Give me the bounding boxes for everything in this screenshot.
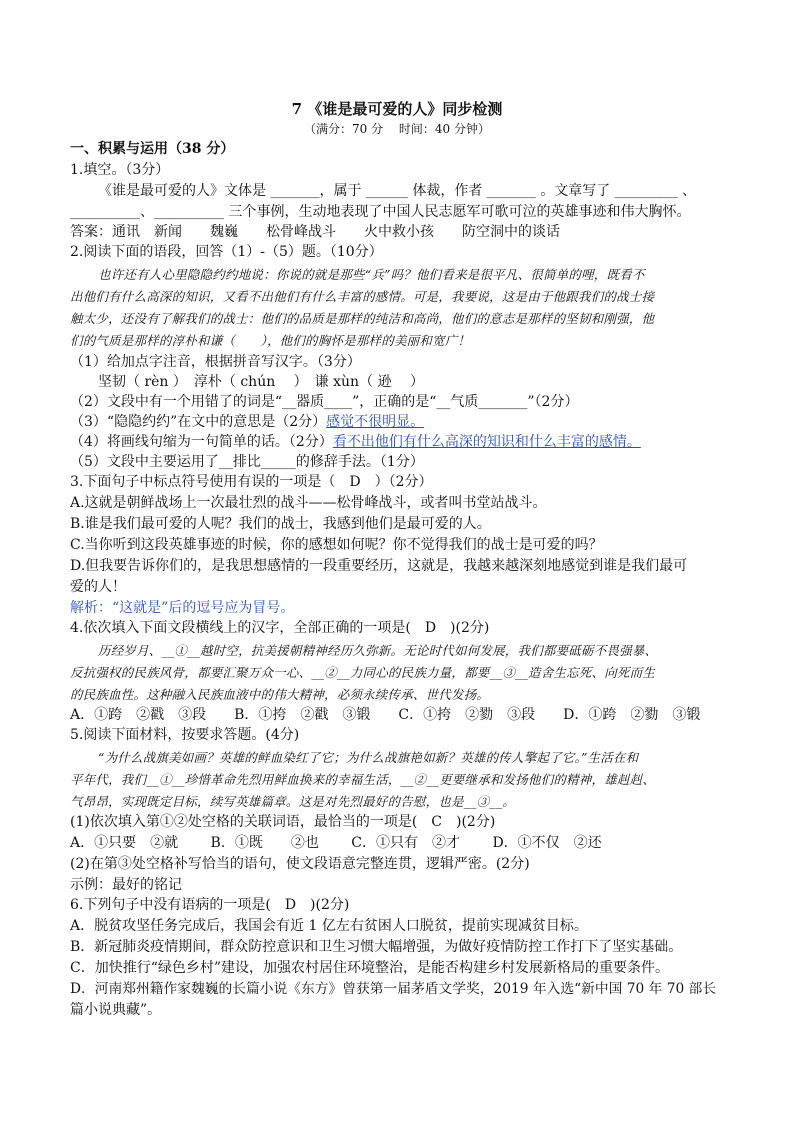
q2-sub4-question: （4）将画线句缩为一句简单的话。（2分） xyxy=(70,434,333,450)
q5-label: 5.阅读下面材料，按要求答题。(4分) xyxy=(70,727,300,743)
page-subtitle: （满分：70 分 时间：40 分钟） xyxy=(304,122,490,136)
q2-sub4-answer: 看不出他们有什么高深的知识和什么丰富的感情。 xyxy=(332,434,641,450)
q6-option-c: C．加快推行“绿色乡村”建设，加强农村居住环境整治，是能否构建乡村发展新格局的重要条件。 xyxy=(70,960,670,976)
q4-label: 4.依次填入下面文段横线上的汉字，全部正确的一项是( D )(2分) xyxy=(70,620,490,636)
q5-example: 示例：最好的铭记 xyxy=(70,877,182,893)
q2-sub1: （1）给加点字注音，根据拼音写汉字。（3分） xyxy=(70,354,361,370)
q6-option-d-cont: 篇小说典藏”。 xyxy=(70,1002,162,1018)
q4-options: A．①跨 ②戳 ③段 B．①挎 ②戳 ③锻 C．①挎 ②勠 ③段 D．①跨 ②勠 ③锻 xyxy=(70,707,701,723)
q2-passage-line: 触太少，还没有了解我们的战士：他们的品质是那样的纯洁和高尚，他们的意志是那样的坚韧和刚强，他 xyxy=(70,311,655,326)
q2-passage-line: 们的气质是那样的淳朴和谦（ ），他们的胸怀是那样的美丽和宽广！ xyxy=(70,333,471,348)
q1-label: 1.填空。（3分） xyxy=(70,162,170,178)
page-title: 7 《谁是最可爱的人》同步检测 xyxy=(291,100,503,118)
q3-analysis: 解析：“这就是”后的逗号应为冒号。 xyxy=(70,600,295,616)
q3-label: 3.下面句子中标点符号使用有误的一项是（ D ）（2分） xyxy=(70,474,433,490)
q3-option-d-cont: 爱的人！ xyxy=(70,579,126,595)
q5-passage-line: 平年代，我们__①__珍惜革命先烈用鲜血换来的幸福生活，__②__更要继承和发扬他们的精神，雄赳赳、 xyxy=(70,772,656,787)
q2-sub3-answer: 感觉不很明显。 xyxy=(326,414,425,430)
q2-label: 2.阅读下面的语段，回答（1）-（5）题。（10分） xyxy=(70,244,383,260)
q2-passage-line: 出他们有什么高深的知识，又看不出他们有什么丰富的感情。可是，我要说，这是由于他跟我们的战士接 xyxy=(70,289,655,304)
q5-sub2: (2)在第③处空格补写恰当的语句，使文段语意完整连贯，逻辑严密。(2分) xyxy=(70,856,530,872)
q6-option-b: B．新冠肺炎疫情期间，群众防控意识和卫生习惯大幅增强，为做好疫情防控工作打下了坚实基础。 xyxy=(70,939,683,955)
q2-sub2: （2）文段中有一个用错了的词是“__器质____”，正确的是“__气质_______”（2分） xyxy=(70,394,579,410)
q3-option-a: A.这就是朝鲜战场上一次最壮烈的战斗——松骨峰战斗，或者叫书堂站战斗。 xyxy=(70,495,547,511)
q3-option-c: C.当你听到这段英雄事迹的时候，你的感想如何呢？你不觉得我们的战士是可爱的吗？ xyxy=(70,537,603,553)
q2-sub5: （5）文段中主要运用了__排比_____的修辞手法。（1分） xyxy=(70,454,424,470)
q2-sub4 xyxy=(70,432,724,452)
q6-option-d: D．河南郑州籍作家魏巍的长篇小说《东方》曾获第一届茅盾文学奖，2019 年入选“新中国 70 年 70 部长 xyxy=(70,981,717,997)
q6-option-a: A．脱贫攻坚任务完成后，我国会有近 1 亿左右贫困人口脱贫，提前实现减贫目标。 xyxy=(70,918,588,934)
q5-passage-line: 气昂昂，实现既定目标，续写英雄篇章。这是对先烈最好的告慰，也是__③__。 xyxy=(70,794,515,809)
q3-option-b: B.谁是我们最可爱的人呢？我们的战士，我感到他们是最可爱的人。 xyxy=(70,516,491,532)
q5-sub1: (1)依次填入第①②处空格的关联词语，最恰当的一项是( C )(2分) xyxy=(70,814,496,830)
q2-sub1-answer: 坚韧（ rèn ） 淳朴（ chún ） 谦 xùn（ 逊 ） xyxy=(98,374,424,390)
q4-passage-line: 历经岁月、__①__越时空，抗美援朝精神经历久弥新。无论时代如何发展，我们都要砥砺不畏强暴、 xyxy=(98,643,658,658)
q1-line1: 《谁是最可爱的人》文体是 _______，属于 ______ 体裁，作者 _______ 。文章写了 _________ 、 xyxy=(98,183,697,199)
q6-label: 6.下列句子中没有语病的一项是( D )(2分) xyxy=(70,897,350,913)
q4-passage-line: 反抗强权的民族风骨，都要汇聚万众一心、__②__力同心的民族力量，都要__③__造舍生忘死、向死而生 xyxy=(70,665,656,680)
q1-answer: 答案：通讯 新闻 魏巍 松骨峰战斗 火中救小孩 防空洞中的谈话 xyxy=(70,224,560,240)
q2-sub3-question: （3）“隐隐约约”在文中的意思是（2分） xyxy=(70,414,327,430)
q3-option-d: D.但我要告诉你们的，是我思想感情的一段重要经历，这就是，我越来越深刻地感觉到谁是我们最可 xyxy=(70,558,688,574)
q2-sub3 xyxy=(70,412,724,432)
q1-line2: __________、__________ 三个事例，生动地表现了中国人民志愿军可歌可泣的英雄事迹和伟大胸怀。 xyxy=(70,204,691,220)
q4-passage-line: 的民族血性。这种融入民族血液中的伟大精神，必须永续传承、世代发扬。 xyxy=(70,687,490,702)
q5-passage-line: “为什么战旗美如画？英雄的鲜血染红了它；为什么战旗艳如新？英雄的传人擎起了它。”生活在和 xyxy=(98,750,639,765)
q5-sub1-options: A．①只要 ②就 B．①既 ②也 C．①只有 ②才 D．①不仅 ②还 xyxy=(70,835,602,851)
section-heading: 一、积累与运用（38 分） xyxy=(70,141,235,157)
q2-passage-line: 也许还有人心里隐隐约约地说：你说的就是那些“兵”吗？他们看来是很平凡、很简单的哩，既看不 xyxy=(98,267,645,282)
